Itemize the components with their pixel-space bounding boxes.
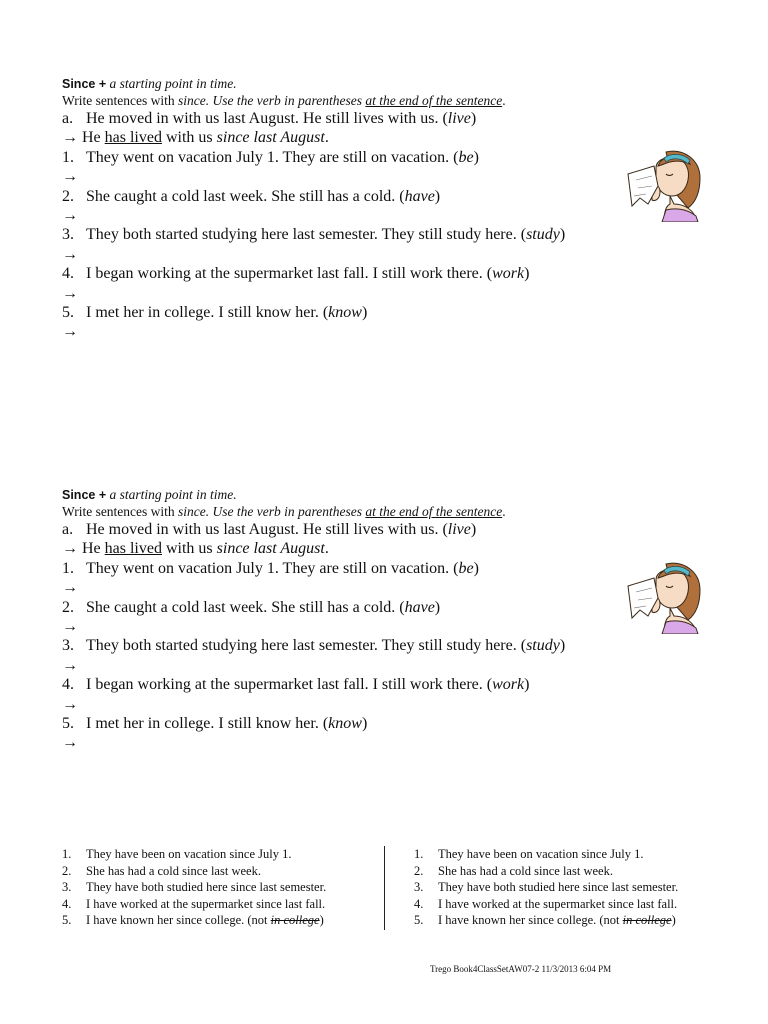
instruction	[62, 92, 702, 109]
answer-row	[62, 846, 372, 863]
item-answer-line	[62, 206, 702, 225]
item-question	[62, 148, 702, 167]
arrow-icon: →	[62, 579, 78, 597]
item-verb: know	[328, 715, 362, 732]
example-text: He moved in with us last August. He still lives with us. (	[86, 110, 448, 127]
item-close: )	[473, 148, 479, 166]
item-close: )	[434, 598, 441, 616]
item-answer-line	[62, 733, 702, 752]
item-verb: work	[492, 676, 525, 694]
item-close: )	[361, 715, 368, 732]
item-close: )	[524, 676, 530, 694]
item-answer-line	[62, 322, 702, 341]
answer-number: 4.	[62, 896, 72, 911]
answer-number: 5.	[62, 913, 72, 928]
example-answer-since: since last August	[216, 129, 325, 147]
item-number: 1.	[62, 148, 74, 166]
answer-text: They have been on vacation since July 1.	[86, 847, 292, 861]
item-verb: know	[328, 304, 362, 321]
exercise-section-1	[62, 76, 702, 342]
answer-number: 5.	[414, 913, 424, 928]
item-question	[62, 264, 702, 283]
item-question	[62, 636, 702, 655]
answer-text: She has had a cold since last week.	[86, 863, 261, 878]
example-label: a.	[62, 110, 74, 127]
answer-row	[62, 912, 372, 929]
answer-number: 3.	[62, 880, 72, 895]
item-question	[62, 559, 702, 578]
arrow-icon: →	[62, 695, 78, 713]
item-list	[62, 148, 702, 342]
item-verb: study	[526, 637, 560, 655]
item-question	[62, 303, 702, 322]
answer-text: They have both studied here since last semester.	[438, 880, 679, 895]
item-close: )	[434, 187, 441, 205]
arrow-icon: →	[62, 323, 78, 341]
answer-text: I have worked at the supermarket since last fall.	[438, 896, 678, 911]
answer-text: They have been on vacation since July 1.	[438, 847, 644, 861]
exercise-heading	[62, 76, 702, 92]
answer-number: 4.	[414, 896, 424, 911]
item-close: )	[361, 304, 368, 321]
item-question	[62, 598, 702, 617]
example-answer	[62, 128, 702, 147]
answer-key-right	[414, 846, 724, 929]
arrow-icon: →	[62, 207, 78, 225]
example-answer	[62, 539, 702, 558]
instruction-since: since. Use the verb in parentheses	[178, 504, 366, 519]
example-close: )	[470, 521, 477, 538]
arrow-icon: →	[62, 284, 78, 302]
arrow-icon: →	[62, 245, 78, 263]
answer-close: )	[319, 913, 324, 928]
exercise-section-2	[62, 487, 702, 753]
instruction-underline: at the end of the sentence	[365, 504, 503, 519]
arrow-icon: →	[62, 168, 78, 186]
arrow-icon: →	[62, 656, 78, 674]
item-text: I began working at the supermarket last fall. I still work there. (	[86, 676, 493, 694]
answer-close: )	[671, 913, 676, 928]
answer-number: 2.	[414, 863, 424, 878]
answer-row	[62, 879, 372, 896]
instruction-end: .	[502, 504, 506, 519]
instruction-pre: Write sentences with	[62, 504, 179, 519]
item-number: 4.	[62, 676, 74, 694]
item-verb: be	[458, 148, 474, 166]
item-verb: study	[526, 226, 560, 244]
instruction-since: since. Use the verb in parentheses	[178, 93, 366, 108]
exercise-heading	[62, 487, 702, 503]
answer-number: 1.	[62, 847, 72, 861]
item-list	[62, 559, 702, 753]
item-verb: have	[404, 187, 435, 205]
heading-rest: a starting point in time.	[106, 487, 237, 502]
example-question	[62, 520, 702, 539]
item-answer-line	[62, 695, 702, 714]
item-text: I met her in college. I still know her. (	[86, 715, 329, 732]
item-answer-line	[62, 656, 702, 675]
item-number: 4.	[62, 265, 74, 283]
example-answer-end: .	[324, 129, 329, 147]
example-answer-mid: with us	[161, 129, 217, 147]
answer-text: I have worked at the supermarket since last fall.	[86, 896, 326, 911]
answer-text: I have known her since college. (not	[86, 913, 271, 928]
instruction-underline: at the end of the sentence	[365, 93, 503, 108]
item-answer-line	[62, 167, 702, 186]
arrow-icon: →	[62, 734, 78, 752]
answer-text: She has had a cold since last week.	[438, 863, 613, 878]
answer-number: 2.	[62, 863, 72, 878]
item-number: 3.	[62, 226, 74, 244]
item-close: )	[473, 559, 479, 577]
item-verb: be	[458, 559, 474, 577]
answer-row	[414, 863, 724, 880]
example-question	[62, 109, 702, 128]
item-number: 5.	[62, 304, 74, 321]
girl-sneezing-icon	[626, 558, 708, 634]
answer-row	[62, 896, 372, 913]
item-text: I met her in college. I still know her. (	[86, 304, 329, 321]
girl-sneezing-icon	[626, 146, 708, 222]
item-text: They went on vacation July 1. They are still on vacation. (	[86, 148, 459, 166]
item-text: They both started studying here last semester. They still study here. (	[86, 637, 527, 655]
answer-key-left	[62, 846, 372, 929]
item-close: )	[559, 226, 566, 244]
item-number: 2.	[62, 187, 74, 205]
item-answer-line	[62, 245, 702, 264]
item-verb: have	[404, 598, 435, 616]
item-question	[62, 187, 702, 206]
instruction-end: .	[502, 93, 506, 108]
arrow-icon: →	[62, 618, 78, 636]
item-number: 5.	[62, 715, 74, 732]
item-answer-line	[62, 284, 702, 303]
heading-since: Since +	[62, 488, 107, 502]
instruction-pre: Write sentences with	[62, 93, 179, 108]
item-text: They went on vacation July 1. They are still on vacation. (	[86, 559, 459, 577]
answer-number: 1.	[414, 847, 424, 861]
answer-strike: in college	[270, 913, 320, 928]
answer-row	[414, 896, 724, 913]
item-question	[62, 714, 702, 733]
answer-strike: in college	[622, 913, 672, 928]
example-answer-verb: has lived	[104, 129, 162, 147]
example-label: a.	[62, 521, 74, 538]
item-question	[62, 675, 702, 694]
example-text: He moved in with us last August. He still lives with us. (	[86, 521, 448, 538]
example-verb: live	[447, 521, 471, 538]
example-answer-verb: has lived	[104, 540, 162, 558]
item-text: I began working at the supermarket last fall. I still work there. (	[86, 265, 493, 283]
example-arrow: → He	[62, 129, 105, 147]
example-answer-mid: with us	[161, 540, 217, 558]
answer-text: They have both studied here since last semester.	[86, 880, 327, 895]
heading-since: Since +	[62, 77, 107, 91]
item-text: They both started studying here last semester. They still study here. (	[86, 226, 527, 244]
item-answer-line	[62, 578, 702, 597]
example-answer-since: since last August	[216, 540, 325, 558]
footer-info: Trego Book4ClassSetAW07-2 11/3/2013 6:04 PM	[430, 964, 612, 974]
heading-rest: a starting point in time.	[106, 76, 237, 91]
item-close: )	[559, 637, 566, 655]
answer-row	[62, 863, 372, 880]
answer-row	[414, 879, 724, 896]
example-close: )	[470, 110, 477, 127]
example-answer-end: .	[324, 540, 329, 558]
item-text: She caught a cold last week. She still has a cold. (	[86, 598, 405, 616]
item-number: 3.	[62, 637, 74, 655]
instruction	[62, 503, 702, 520]
item-question	[62, 225, 702, 244]
answer-row	[414, 912, 724, 929]
example-verb: live	[447, 110, 471, 127]
answer-number: 3.	[414, 880, 424, 895]
item-number: 1.	[62, 559, 74, 577]
item-close: )	[524, 265, 530, 283]
answer-text: I have known her since college. (not	[438, 913, 623, 928]
example-arrow: → He	[62, 540, 105, 558]
answer-key-divider	[384, 846, 385, 930]
item-answer-line	[62, 617, 702, 636]
answer-row	[414, 846, 724, 863]
item-number: 2.	[62, 598, 74, 616]
item-text: She caught a cold last week. She still has a cold. (	[86, 187, 405, 205]
item-verb: work	[492, 265, 525, 283]
